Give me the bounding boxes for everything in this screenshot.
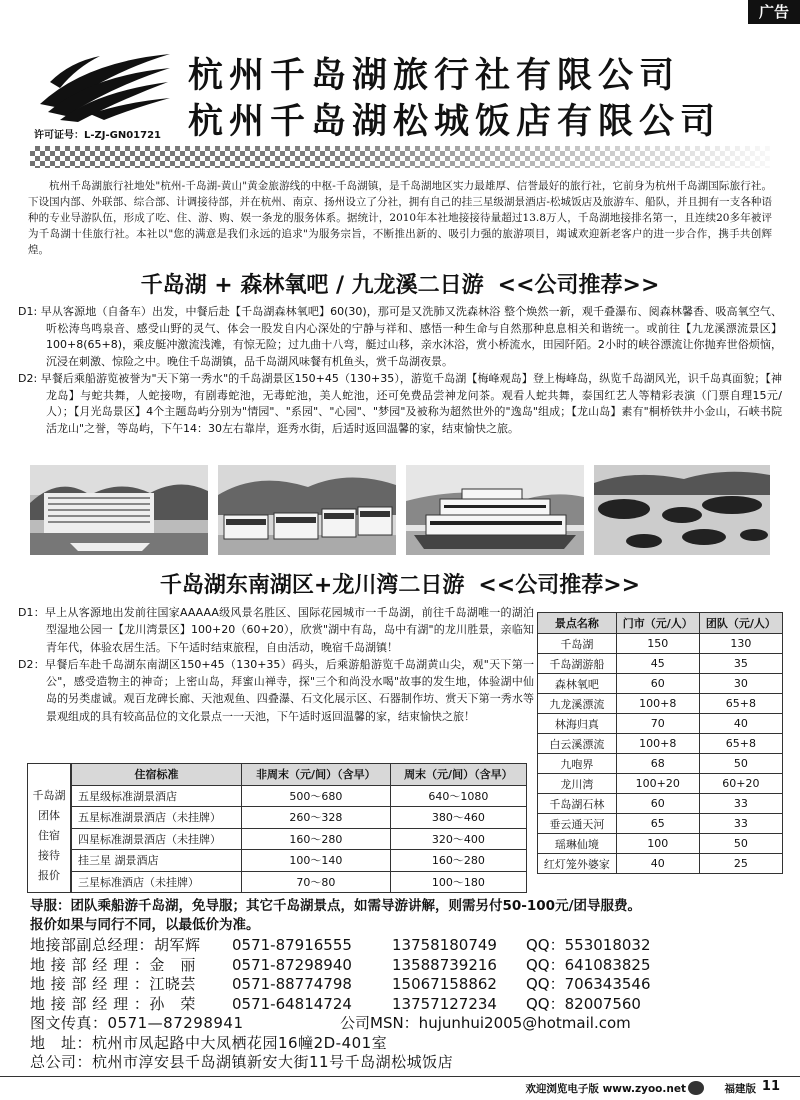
guide-note-1: 导服：团队乘船游千岛湖，免导服；其它千岛湖景点，如需导游讲解，则需另付50-100元/团导服费。 bbox=[30, 898, 641, 914]
table-row bbox=[538, 814, 783, 834]
license-number: 许可证号：L-ZJ-GN01721 bbox=[34, 130, 162, 141]
table-row bbox=[538, 674, 783, 694]
hotel-side-line: 报价 bbox=[38, 869, 60, 882]
table-row bbox=[538, 834, 783, 854]
table-row bbox=[538, 794, 783, 814]
company-msn: 公司MSN：hujunhui2005@hotmail.com bbox=[340, 1014, 631, 1032]
table-cell: 320～400 bbox=[390, 828, 526, 850]
guide-note-2: 报价如果与同行不同，以最低价为准。 bbox=[30, 917, 260, 933]
page-number: 11 bbox=[761, 1079, 780, 1094]
fax-row bbox=[30, 1014, 780, 1034]
contact-name: 地 接 部 经 理 ：孙 荣 bbox=[30, 994, 196, 1013]
hotel-side-line: 千岛湖 bbox=[32, 789, 66, 802]
table-cell: 70 bbox=[616, 714, 699, 734]
table-cell: 林海归真 bbox=[538, 714, 617, 734]
table-cell: 白云溪漂流 bbox=[538, 734, 617, 754]
contact-mobile: 15067158862 bbox=[392, 975, 497, 993]
table-cell: 50 bbox=[699, 754, 782, 774]
hotel-table-header bbox=[72, 764, 527, 786]
hotel-side-line: 接待 bbox=[38, 849, 60, 862]
table-cell: 瑶琳仙境 bbox=[538, 834, 617, 854]
hotel-header-standard: 住宿标准 bbox=[72, 764, 242, 786]
photo-buses bbox=[218, 465, 396, 555]
guide-notes bbox=[30, 897, 780, 935]
table-cell: 龙川湾 bbox=[538, 774, 617, 794]
table-cell: 45 bbox=[616, 654, 699, 674]
hotel-quote-block bbox=[27, 763, 527, 893]
header bbox=[0, 28, 800, 146]
address: 地 址：杭州市凤起路中大凤栖花园16幢2D-401室 bbox=[30, 1033, 388, 1052]
section1-title bbox=[0, 268, 800, 299]
table-row bbox=[538, 714, 783, 734]
contact-row bbox=[30, 936, 780, 956]
ticket-price-table bbox=[537, 612, 783, 874]
checker-fade bbox=[30, 146, 770, 168]
company-intro: 杭州千岛湖旅行社地处"杭州-千岛湖-黄山"黄金旅游线的中枢-千岛湖镇，是千岛湖地区实力最雄厚、信誉最好的旅行社，它前身为杭州千岛湖国际旅行社。下设国内部、外联部、综合部、计调接待部，并在杭州、南京、扬州设立了分社，拥有自己的挂三星级湖景酒店-松城饭店及旅游车、船队，并且拥有一支各种语种的专业导游队伍，形成了吃、住、游、购、娱一条龙的服务体系。据统计，2010年本社地接接待量超过13.8万人，千岛湖地接排名第一，且连续20多年被评为千岛湖十佳旅行社。本社以"您的满意是我们永远的追求"为服务宗旨，不断推出新的、吸引力强的旅游项目，竭诚欢迎新老客户的进一步合作，携手共创辉煌。 bbox=[28, 180, 772, 256]
photo-cruise-ship bbox=[406, 465, 584, 555]
table-cell: 60 bbox=[616, 674, 699, 694]
table-cell: 260～328 bbox=[242, 807, 391, 829]
section2-day1: D1：早上从客源地出发前往国家AAAAA级风景名胜区、国际花园城市一千岛湖，前往千岛湖唯一的湖泊型湿地公园一【龙川湾景区】100+20（60+20），欣赏"湖中有岛，岛中有湖"的龙川胜景，亲临知青年代，体验农居生活。下午适时结束旅程，自由活动，晚宿千岛湖镇！ bbox=[18, 606, 534, 654]
contact-row bbox=[30, 956, 780, 976]
table-cell: 四星标准湖景酒店（未挂牌） bbox=[72, 828, 242, 850]
contact-row bbox=[30, 975, 780, 995]
table-cell: 160～280 bbox=[242, 828, 391, 850]
fax-number: 图文传真：0571—87298941 bbox=[30, 1014, 244, 1032]
contact-phone: 0571-87916555 bbox=[232, 936, 352, 954]
hotel-price-table bbox=[71, 763, 527, 893]
contact-phone: 0571-64814724 bbox=[232, 994, 352, 1013]
address-row bbox=[30, 1034, 780, 1054]
table-cell: 五星标准湖景酒店（未挂牌） bbox=[72, 807, 242, 829]
photo-strip bbox=[30, 465, 770, 555]
hotel-header-weekday: 非周末（元/间）（含早） bbox=[242, 764, 391, 786]
table-cell: 60+20 bbox=[699, 774, 782, 794]
table-cell: 100～180 bbox=[390, 871, 526, 893]
section1-itinerary bbox=[18, 304, 782, 438]
footer-edition: 福建版 bbox=[724, 1083, 756, 1095]
contact-row bbox=[30, 995, 780, 1015]
company-logo-icon bbox=[30, 42, 180, 122]
price-header-name: 景点名称 bbox=[538, 613, 617, 634]
table-cell: 50 bbox=[699, 834, 782, 854]
photo-islands bbox=[594, 465, 770, 555]
table-cell: 九咆界 bbox=[538, 754, 617, 774]
table-cell: 千岛湖石林 bbox=[538, 794, 617, 814]
section1-title-text: 千岛湖 + 森林氧吧 / 九龙溪二日游 bbox=[140, 273, 484, 298]
table-cell: 垂云通天河 bbox=[538, 814, 617, 834]
table-cell: 25 bbox=[699, 854, 782, 874]
table-cell: 30 bbox=[699, 674, 782, 694]
section2-title-text: 千岛湖东南湖区+龙川湾二日游 bbox=[159, 573, 465, 598]
table-cell: 40 bbox=[699, 714, 782, 734]
ad-tag: 广告 bbox=[748, 0, 800, 24]
table-cell: 40 bbox=[616, 854, 699, 874]
price-header-retail: 门市（元/人） bbox=[616, 613, 699, 634]
table-cell: 33 bbox=[699, 814, 782, 834]
contact-mobile: 13758180749 bbox=[392, 936, 497, 954]
section1-recommend: <<公司推荐>> bbox=[497, 273, 660, 298]
contact-mobile: 13757127234 bbox=[392, 994, 497, 1013]
table-cell: 65+8 bbox=[699, 734, 782, 754]
table-cell: 三星标准酒店（未挂牌） bbox=[72, 871, 242, 893]
footer-website: 欢迎浏览电子版 www.zyoo.net bbox=[525, 1083, 686, 1095]
hotel-header-weekend: 周末（元/间）（含早） bbox=[390, 764, 526, 786]
hotel-side-line: 团体 bbox=[38, 809, 60, 822]
table-row bbox=[538, 654, 783, 674]
table-cell: 100 bbox=[616, 834, 699, 854]
table-row bbox=[538, 754, 783, 774]
section2-itinerary bbox=[18, 604, 534, 725]
company-name-1: 杭州千岛湖旅行社有限公司 bbox=[188, 56, 681, 96]
contact-name: 地 接 部 经 理 ：江晓芸 bbox=[30, 975, 196, 993]
contact-name: 地接部副总经理：胡军辉 bbox=[30, 936, 201, 954]
hotel-side-line: 住宿 bbox=[38, 829, 60, 842]
table-cell: 65 bbox=[616, 814, 699, 834]
contact-phone: 0571-88774798 bbox=[232, 975, 352, 993]
table-row bbox=[538, 634, 783, 654]
table-cell: 森林氧吧 bbox=[538, 674, 617, 694]
table-row bbox=[538, 854, 783, 874]
table-cell: 红灯笼外婆家 bbox=[538, 854, 617, 874]
table-cell: 150 bbox=[616, 634, 699, 654]
table-cell: 100+20 bbox=[616, 774, 699, 794]
price-table-header bbox=[538, 613, 783, 634]
table-cell: 35 bbox=[699, 654, 782, 674]
price-header-group: 团队（元/人） bbox=[699, 613, 782, 634]
section1-day2: D2: 早餐后乘船游览被誉为"天下第一秀水"的千岛湖景区150+45（130+35），游览千岛湖【梅峰观岛】登上梅峰岛，纵览千岛湖风光，识千岛真面貌；【神龙岛】与蛇共舞，人蛇接吻，有剧毒蛇池，无毒蛇池，美人蛇池，还可免费品尝神龙问茶。观看人蛇共舞，泰国红艺人等精彩表演（门票自理15元/人）；【月光岛景区】4个主题岛屿分别为"情园"、"系园"、"心园"、"梦园"及被称为超然世外的"逸岛"组成；【龙山岛】素有"桐桥铁井小金山，石峡书院活龙山"之誉，等岛屿，下午14：30左右靠岸，逛秀水街，后适时返回温馨的家，结束愉快之旅。 bbox=[18, 372, 782, 435]
company-name-2: 杭州千岛湖松城饭店有限公司 bbox=[188, 102, 722, 142]
head-office-address: 总公司：杭州市淳安县千岛湖镇新安大街11号千岛湖松城饭店 bbox=[30, 1053, 454, 1071]
table-cell: 65+8 bbox=[699, 694, 782, 714]
table-cell: 60 bbox=[616, 794, 699, 814]
table-cell: 160～280 bbox=[390, 850, 526, 872]
table-row bbox=[72, 828, 527, 850]
section2-recommend: <<公司推荐>> bbox=[478, 573, 641, 598]
contact-name: 地 接 部 经 理 ：金 丽 bbox=[30, 955, 196, 974]
contact-list bbox=[30, 936, 780, 1073]
table-cell: 100+8 bbox=[616, 694, 699, 714]
table-cell: 100～140 bbox=[242, 850, 391, 872]
table-cell: 100+8 bbox=[616, 734, 699, 754]
table-row bbox=[72, 871, 527, 893]
contact-mobile: 13588739216 bbox=[392, 955, 497, 974]
table-cell: 挂三星 湖景酒店 bbox=[72, 850, 242, 872]
contact-qq: QQ：82007560 bbox=[526, 994, 641, 1013]
section2-day2: D2：早餐后车赴千岛湖东南湖区150+45（130+35）码头，后乘游船游览千岛湖黄山尖，观"天下第一公"，感受造物主的神奇；上密山岛，拜蜜山禅寺，探"三个和尚没水喝"故事的发生地，体验湖中仙岛的另类虚诚。观百龙碑长廊、天池观鱼、四叠瀑、石文化展示区、石器制作坊、赏天下第一秀水等景观组成的具有较高品位的文化景点一一天池，下午适时返回温馨的家，结束愉快之旅！ bbox=[18, 657, 534, 723]
table-row bbox=[72, 807, 527, 829]
head-office-row bbox=[30, 1053, 780, 1073]
section1-day1: D1: 早从客源地（自备车）出发，中餐后赴【千岛湖森林氧吧】60(30)，那可是又洗肺又洗森林浴 整个焕然一新，观千叠瀑布、阅森林馨香、吸高氧空气、听松涛鸟鸣泉音、感受山野的灵气、体会一股发自内心深处的宁静与祥和、感悟一种生命与自然那种息息相关和谐统一。或前往【九龙溪漂流景区】100+8(65+8)，乘皮艇冲激流浅滩，有惊无险；过九曲十八弯，艇过山移，亲水沐浴，赏小桥流水，田园阡陌。2小时的峡谷漂流让你抛弃世俗烦恼，沉浸在刺激、惊险之中。晚住千岛湖镇，品千岛湖风味餐有机鱼头，赏千岛湖夜景。 bbox=[18, 305, 782, 368]
table-cell: 640～1080 bbox=[390, 785, 526, 807]
table-cell: 130 bbox=[699, 634, 782, 654]
table-cell: 70～80 bbox=[242, 871, 391, 893]
table-cell: 68 bbox=[616, 754, 699, 774]
table-cell: 千岛湖 bbox=[538, 634, 617, 654]
table-row bbox=[538, 774, 783, 794]
contact-phone: 0571-87298940 bbox=[232, 955, 352, 974]
footer-badge-icon bbox=[688, 1081, 704, 1095]
table-row bbox=[538, 694, 783, 714]
table-cell: 500～680 bbox=[242, 785, 391, 807]
table-cell: 五星级标准湖景酒店 bbox=[72, 785, 242, 807]
table-cell: 380～460 bbox=[390, 807, 526, 829]
contact-qq: QQ：641083825 bbox=[526, 955, 651, 974]
photo-hotel bbox=[30, 465, 208, 555]
contact-qq: QQ：706343546 bbox=[526, 975, 651, 993]
table-row bbox=[72, 850, 527, 872]
hotel-side-label bbox=[27, 763, 71, 893]
section2-title bbox=[0, 568, 800, 599]
table-cell: 千岛湖游船 bbox=[538, 654, 617, 674]
table-row bbox=[72, 785, 527, 807]
table-row bbox=[538, 734, 783, 754]
table-cell: 33 bbox=[699, 794, 782, 814]
contact-qq: QQ：553018032 bbox=[526, 936, 651, 954]
page-footer bbox=[0, 1076, 800, 1100]
table-cell: 九龙溪漂流 bbox=[538, 694, 617, 714]
